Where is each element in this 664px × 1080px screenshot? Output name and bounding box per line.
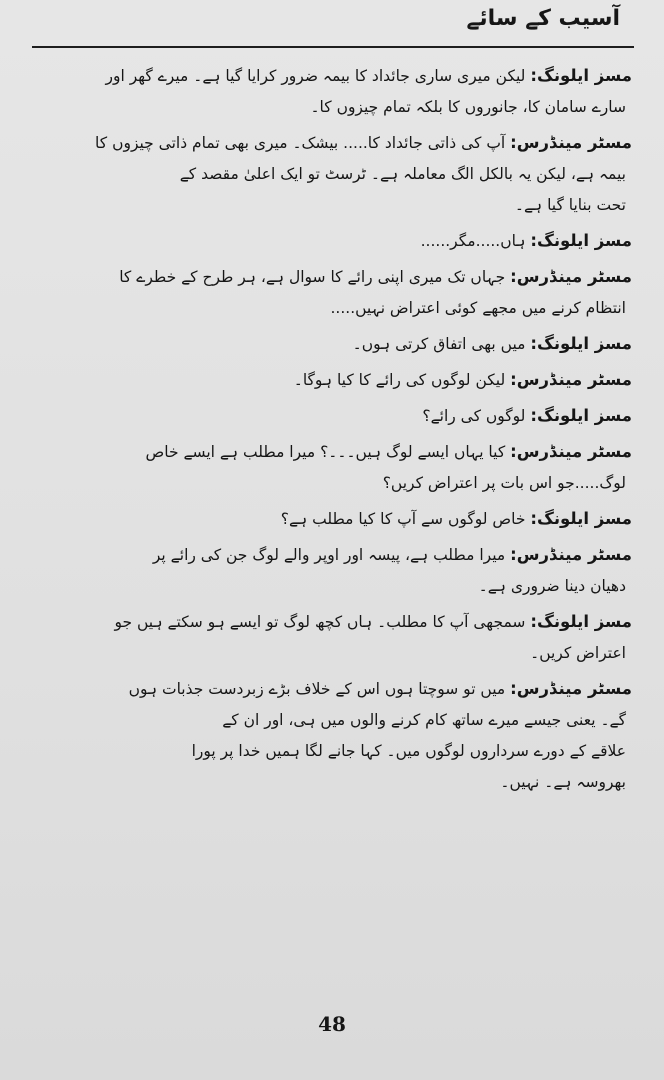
speech-text: ہاں.....مگر...... <box>420 232 526 250</box>
dialogue-entry <box>34 60 632 123</box>
dialogue-line <box>34 92 632 123</box>
speaker-name: مسٹر مینڈرس: <box>510 679 632 698</box>
speech-text: تحت بنایا گیا ہے۔ <box>514 196 626 214</box>
dialogue-entry <box>34 127 632 221</box>
dialogue-entry <box>34 503 632 535</box>
speaker-name: مسز ایلونگ: <box>530 231 632 250</box>
speech-text: اعتراض کریں۔ <box>530 644 626 662</box>
dialogue-entry <box>34 436 632 499</box>
speech-text: دھیان دینا ضروری ہے۔ <box>478 577 626 595</box>
speech-text: خاص لوگوں سے آپ کا کیا مطلب ہے؟ <box>280 510 526 528</box>
dialogue-line <box>34 159 632 190</box>
dialogue-line <box>34 127 632 159</box>
speech-text: بھروسہ ہے۔ نہیں۔ <box>500 773 626 791</box>
speech-text: آپ کی ذاتی جائداد کا..... بیشک۔ میری بھی تمام ذاتی چیزوں کا <box>95 134 506 152</box>
dialogue-line <box>34 261 632 293</box>
dialogue-entry <box>34 606 632 669</box>
speech-text: لوگ.....جو اس بات پر اعتراض کریں؟ <box>382 474 626 492</box>
dialogue-entry <box>34 364 632 396</box>
dialogue-entry <box>34 539 632 602</box>
speech-text: لیکن میری ساری جائداد کا بیمہ ضرور کرایا گیا ہے۔ میرے گھر اور <box>105 67 526 85</box>
dialogue-line <box>34 705 632 736</box>
speaker-name: مسز ایلونگ: <box>530 509 632 528</box>
dialogue-line <box>34 539 632 571</box>
speech-text: سارے سامان کا، جانوروں کا بلکہ تمام چیزوں کا۔ <box>310 98 626 116</box>
dialogue-line <box>34 190 632 221</box>
dialogue-line <box>34 673 632 705</box>
speaker-name: مسز ایلونگ: <box>530 612 632 631</box>
speech-text: میرا مطلب ہے، پیسہ اور اوپر والے لوگ جن کی رائے پر <box>152 546 506 564</box>
dialogue-entry <box>34 673 632 798</box>
speaker-name: مسٹر مینڈرس: <box>510 370 632 389</box>
speaker-name: مسز ایلونگ: <box>530 66 632 85</box>
dialogue-line <box>34 436 632 468</box>
speech-text: بیمہ ہے، لیکن یہ بالکل الگ معاملہ ہے۔ ٹرسٹ تو ایک اعلیٰ مقصد کے <box>179 165 626 183</box>
dialogue-line <box>34 767 632 798</box>
speech-text: لوگوں کی رائے؟ <box>422 407 526 425</box>
dialogue-line <box>34 503 632 535</box>
header-rule <box>32 46 634 48</box>
speaker-name: مسز ایلونگ: <box>530 406 632 425</box>
dialogue-body <box>34 60 632 802</box>
speech-text: کیا یہاں ایسے لوگ ہیں۔۔۔؟ میرا مطلب ہے ایسے خاص <box>145 443 506 461</box>
page-number: 48 <box>318 1012 346 1036</box>
dialogue-line <box>34 606 632 638</box>
speaker-name: مسٹر مینڈرس: <box>510 267 632 286</box>
dialogue-line <box>34 328 632 360</box>
dialogue-entry <box>34 261 632 324</box>
dialogue-entry <box>34 225 632 257</box>
speaker-name: مسٹر مینڈرس: <box>510 133 632 152</box>
speaker-name: مسٹر مینڈرس: <box>510 545 632 564</box>
dialogue-entry <box>34 400 632 432</box>
speech-text: جہاں تک میری اپنی رائے کا سوال ہے، ہر طرح کے خطرے کا <box>119 268 506 286</box>
dialogue-line <box>34 736 632 767</box>
speech-text: میں تو سوچتا ہوں اس کے خلاف بڑے زبردست جذبات ہوں <box>128 680 506 698</box>
dialogue-entry <box>34 328 632 360</box>
dialogue-line <box>34 60 632 92</box>
dialogue-line <box>34 364 632 396</box>
speech-text: میں بھی اتفاق کرتی ہوں۔ <box>352 335 526 353</box>
speech-text: لیکن لوگوں کی رائے کا کیا ہوگا۔ <box>293 371 506 389</box>
speaker-name: مسٹر مینڈرس: <box>510 442 632 461</box>
dialogue-line <box>34 638 632 669</box>
dialogue-line <box>34 571 632 602</box>
speaker-name: مسز ایلونگ: <box>530 334 632 353</box>
dialogue-line <box>34 293 632 324</box>
speech-text: علاقے کے دورے سرداروں لوگوں میں۔ کہا جانے لگا ہمیں خدا پر پورا <box>191 742 626 760</box>
speech-text: سمجھی آپ کا مطلب۔ ہاں کچھ لوگ تو ایسے ہو سکتے ہیں جو <box>114 613 526 631</box>
running-head-title: آسیب کے سائے <box>466 6 620 31</box>
dialogue-line <box>34 468 632 499</box>
speech-text: انتظام کرنے میں مجھے کوئی اعتراض نہیں..... <box>330 299 626 317</box>
dialogue-line <box>34 225 632 257</box>
dialogue-line <box>34 400 632 432</box>
speech-text: گے۔ یعنی جیسے میرے ساتھ کام کرنے والوں میں ہی، اور ان کے <box>222 711 626 729</box>
